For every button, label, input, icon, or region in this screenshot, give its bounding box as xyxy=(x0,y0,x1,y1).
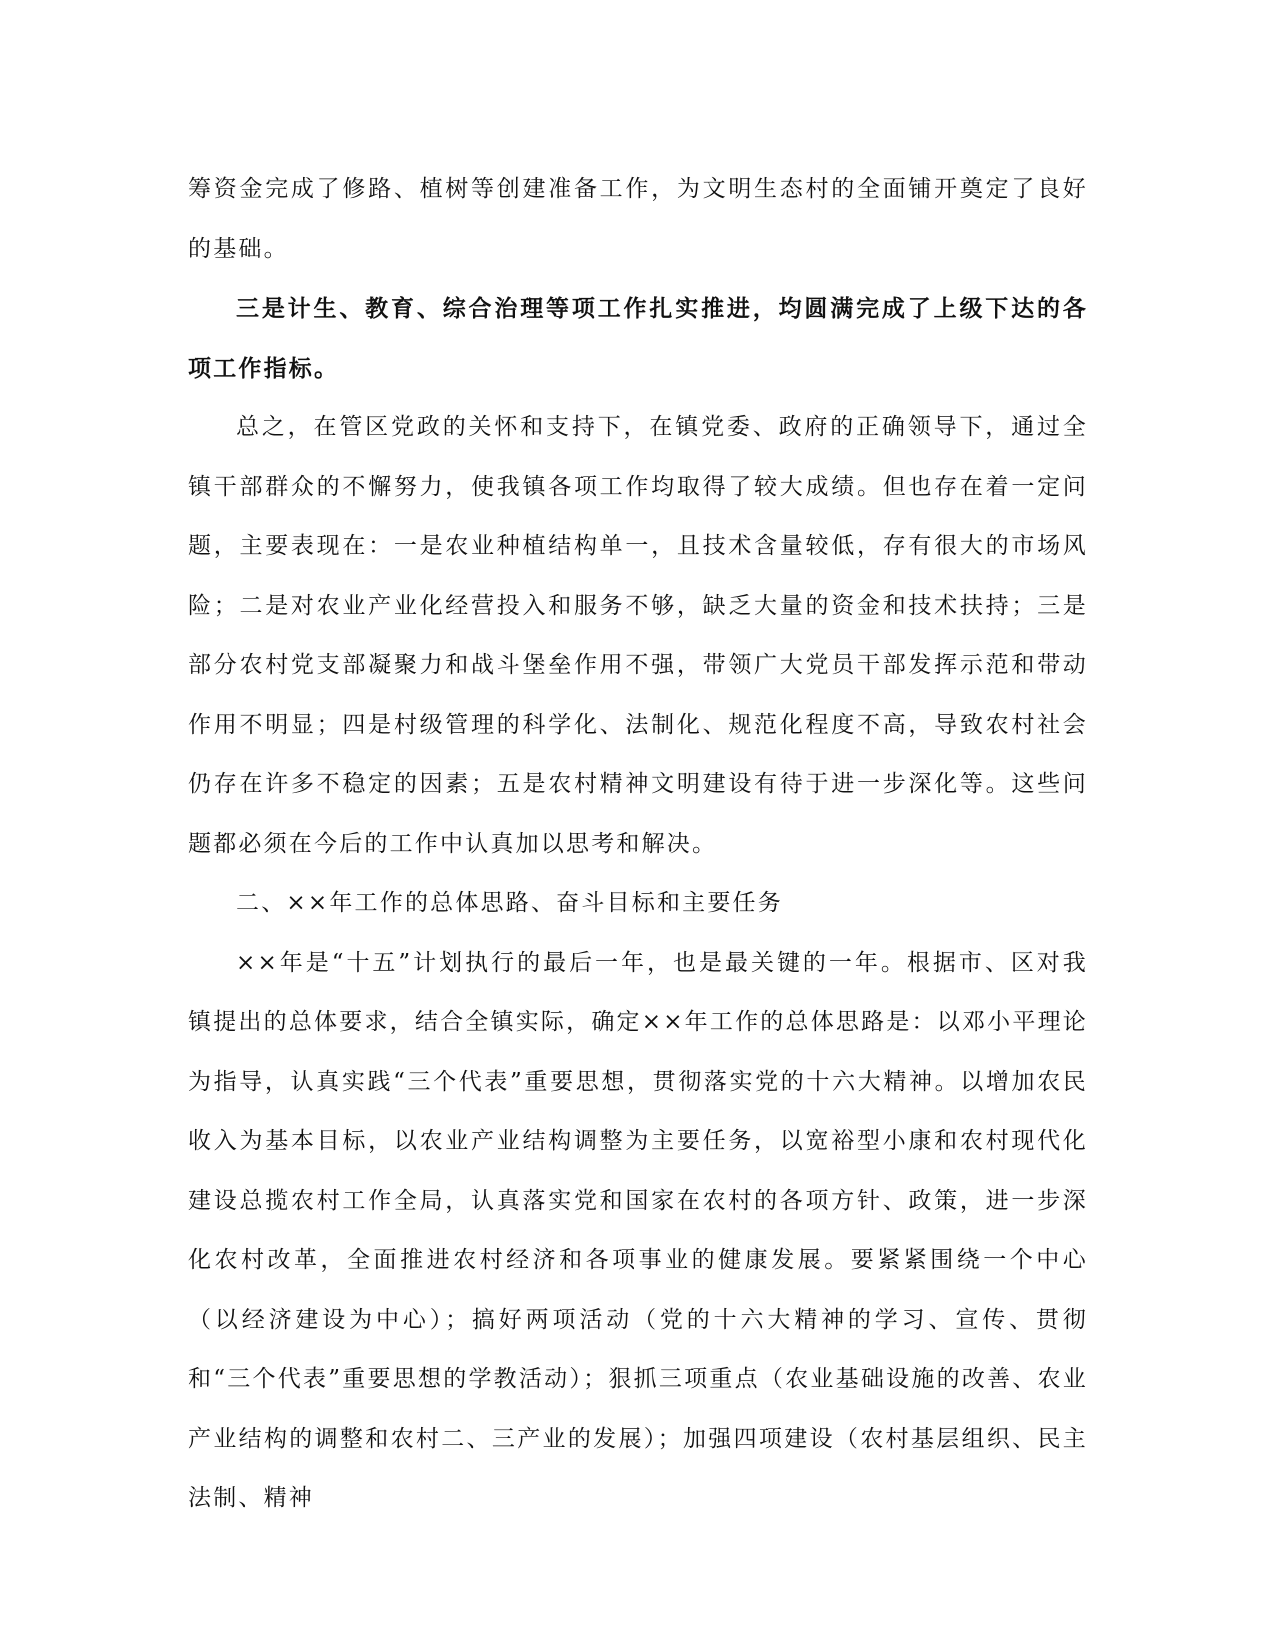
paragraph-5: ××年是“十五”计划执行的最后一年，也是最关键的一年。根据市、区对我镇提出的总体要求，结合全镇实际，确定××年工作的总体思路是：以邓小平理论为指导，认真实践“三个代表”重要思想，贯彻落实党的十六大精神。以增加农民收入为基本目标，以农业产业结构调整为主要任务，以宽裕型小康和农村现代化建设总揽农村工作全局，认真落实党和国家在农村的各项方针、政策，进一步深化农村改革，全面推进农村经济和各项事业的健康发展。要紧紧围绕一个中心（以经济建设为中心）；搞好两项活动（党的十六大精神的学习、宣传、贯彻和“三个代表”重要思想的学教活动）；狠抓三项重点（农业基础设施的改善、农业产业结构的调整和农村二、三产业的发展）；加强四项建设（农村基层组织、民主法制、精神 xyxy=(188,949,1088,1511)
paragraph-2-bold: 三是计生、教育、综合治理等项工作扎实推进，均圆满完成了上级下达的各项工作指标。 xyxy=(188,295,1088,382)
paragraph-3: 总之，在管区党政的关怀和支持下，在镇党委、政府的正确领导下，通过全镇干部群众的不懈努力，使我镇各项工作均取得了较大成绩。但也存在着一定问题，主要表现在：一是农业种植结构单一，且技术含量较低，存有很大的市场风险；二是对农业产业化经营投入和服务不够，缺乏大量的资金和技术扶持；三是部分农村党支部凝聚力和战斗堡垒作用不强，带领广大党员干部发挥示范和带动作用不明显；四是村级管理的科学化、法制化、规范化程度不高，导致农村社会仍存在许多不稳定的因素；五是农村精神文明建设有待于进一步深化等。这些问题都必须在今后的工作中认真加以思考和解决。 xyxy=(188,414,1088,857)
document-body xyxy=(188,160,1088,1529)
paragraph-1: 筹资金完成了修路、植树等创建准备工作，为文明生态村的全面铺开奠定了良好的基础。 xyxy=(188,176,1088,262)
section-heading-2: 二、××年工作的总体思路、奋斗目标和主要任务 xyxy=(236,890,783,916)
